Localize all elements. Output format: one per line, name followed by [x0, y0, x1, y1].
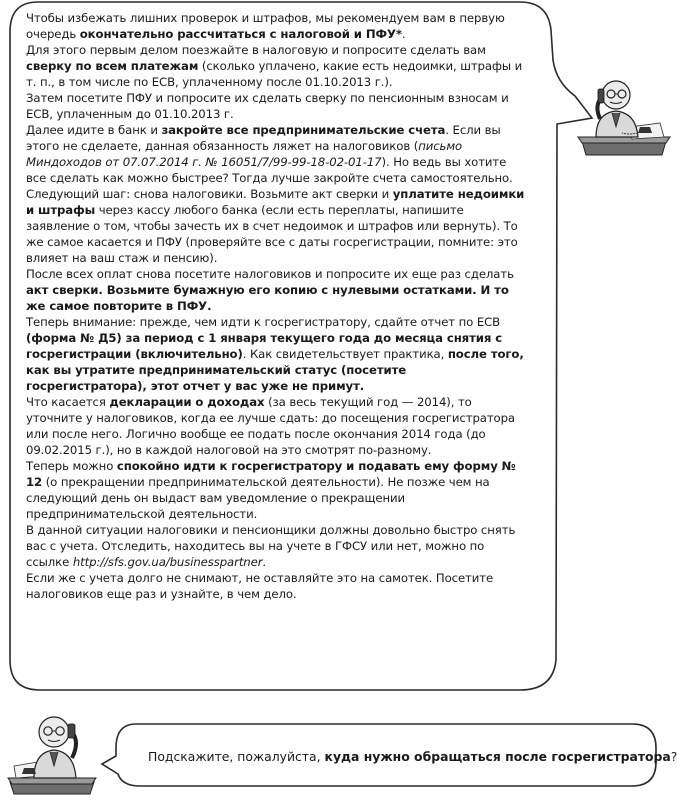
text-run: ). Но ведь вы хотите все сделать как можно быстрее? Тогда лучше закройте счета самостоятельно.: [26, 155, 513, 185]
text-run: (сколько уплачено, какие есть недоимки, штрафы и т. п., в том числе по ЕСВ, уплаченному после 01.10.2013 г.).: [26, 59, 523, 89]
answer-paragraph: [26, 122, 526, 186]
text-run: . Если вы этого не сделаете, данная обязанность ляжет на налоговиков (: [26, 123, 501, 153]
text-run: через кассу любого банка (если есть переплаты, напишите заявление о том, чтобы зачесть их в счет недоимок и штрафов или вернуть). То же самое касается и ПФУ (проверяйте все с даты госрегистрации, помните: это влияет на ваш стаж и пенсию).: [26, 203, 518, 265]
text-run: После всех оплат снова посетите налоговиков и попросите их еще раз сделать: [26, 267, 514, 281]
italic-text: письмо Миндоходов от 07.07.2014 г. № 16051/7/99-99-18-02-01-17: [26, 139, 463, 169]
bold-text: сверку по всем платежам: [26, 59, 199, 73]
question-prefix: Подскажите, пожалуйста,: [148, 749, 325, 764]
bold-text: после того, как вы утратите предпринимательский статус (посетите госрегистратора), этот отчет у вас уже не примут.: [26, 347, 524, 393]
bold-text: декларации о доходах: [109, 395, 265, 409]
question-speech-bubble: [100, 720, 677, 792]
italic-text: http://sfs.gov.ua/businesspartner: [72, 555, 263, 569]
client-on-phone-icon: [8, 710, 96, 796]
bold-text: (форма № Д5) за период с 1 января текущего года до месяца снятия с госрегистрации (включительно): [26, 331, 503, 361]
consultant-at-desk-icon: [578, 75, 670, 157]
text-run: Следующий шаг: снова налоговики. Возьмите акт сверки и: [26, 187, 393, 201]
question-bold: куда нужно обращаться после госрегистратора: [324, 749, 671, 764]
bold-text: спокойно идти к госрегистратору и подавать ему форму № 12: [26, 459, 516, 489]
question-text: [148, 749, 677, 765]
text-run: . Как свидетельствует практика,: [242, 347, 448, 361]
answer-paragraph: [26, 42, 526, 90]
answer-paragraph: [26, 314, 526, 394]
text-run: Затем посетите ПФУ и попросите их сделать сверку по пенсионным взносам и ЕСВ, уплаченным до 01.10.2013 г.: [26, 91, 509, 121]
question-suffix: ?: [670, 749, 677, 764]
bold-text: окончательно рассчитаться с налоговой и ПФУ*: [79, 27, 402, 41]
answer-text: [26, 10, 526, 602]
answer-paragraph: [26, 10, 526, 42]
answer-paragraph: [26, 266, 526, 314]
text-run: .: [401, 27, 406, 41]
text-run: Теперь можно: [26, 459, 117, 473]
text-run: Чтобы избежать лишних проверок и штрафов, мы рекомендуем вам в первую очередь: [26, 11, 505, 41]
text-run: Что касается: [26, 395, 110, 409]
text-run: Если же с учета долго не снимают, не оставляйте это на самотек. Посетите налоговиков еще раз и узнайте, в чем дело.: [26, 571, 494, 601]
answer-paragraph: [26, 570, 526, 602]
text-run: Далее идите в банк и: [26, 123, 162, 137]
text-run: В данной ситуации налоговики и пенсионщики должны довольно быстро снять вас с учета. Отследить, находитесь вы на учете в ГФСУ или нет, можно по ссылке: [26, 523, 516, 569]
answer-paragraph: [26, 186, 526, 266]
text-run: Для этого первым делом поезжайте в налоговую и попросите сделать вам: [26, 43, 486, 57]
text-run: (о прекращении предпринимательской деятельности). Не позже чем на следующий день он выдаст вам уведомление о прекращении предпринимательской деятельности.: [26, 475, 490, 521]
answer-paragraph: [26, 90, 526, 122]
bold-text: уплатите недоимки и штрафы: [26, 187, 525, 217]
text-run: Теперь внимание: прежде, чем идти к госрегистратору, сдайте отчет по ЕСВ: [26, 315, 501, 329]
text-run: (за весь текущий год — 2014), то уточните у налоговиков, когда ее лучше сдать: до посещения госрегистратора или после него. Логично вообще ее подать после окончания 2014 года (до 09.02.2015 г.), но в каждой налоговой на это смотрят по-разному.: [26, 395, 515, 457]
bold-text: закройте все предпринимательские счета: [161, 123, 446, 137]
answer-paragraph: [26, 394, 526, 458]
text-run: .: [262, 555, 267, 569]
answer-paragraph: [26, 522, 526, 570]
bold-text: акт сверки. Возьмите бумажную его копию с нулевыми остатками. И то же самое повторите в ПФУ.: [26, 283, 509, 313]
answer-paragraph: [26, 458, 526, 522]
